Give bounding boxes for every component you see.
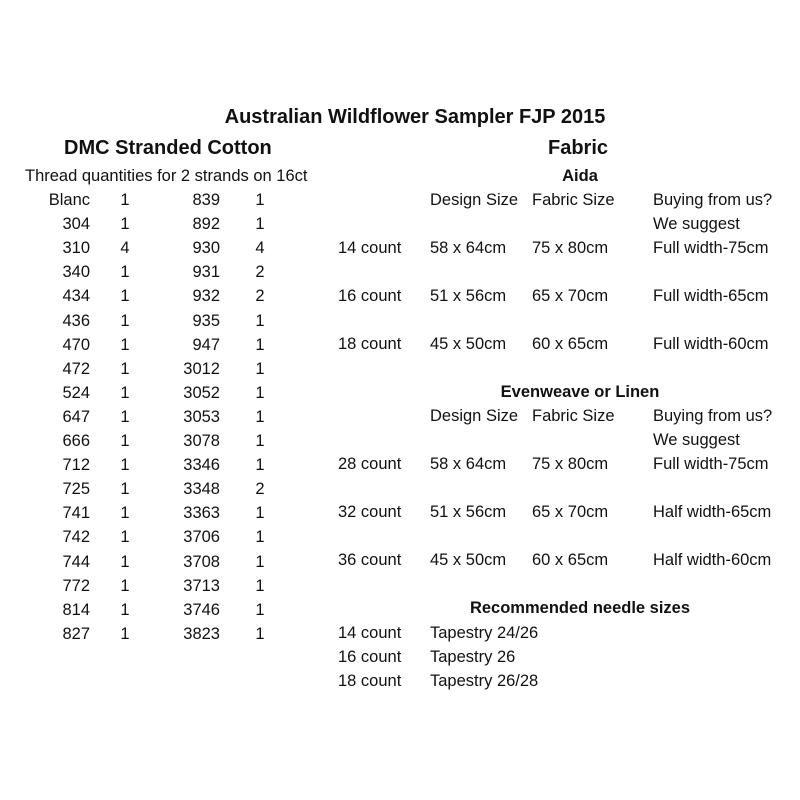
- suggested-width: Half width-60cm: [653, 551, 772, 569]
- thread-code: 3708: [183, 552, 220, 571]
- thread-quantity: 1: [120, 504, 130, 523]
- thread-quantity: 1: [120, 311, 130, 330]
- thread-code: 470: [62, 335, 90, 354]
- fabric-size: 65 x 70cm: [532, 503, 609, 521]
- thread-quantity: 1: [120, 263, 130, 282]
- thread-quantity: 1: [255, 383, 265, 402]
- fabric-size: 75 x 80cm: [532, 239, 609, 257]
- fabric-count: 36 count: [338, 551, 402, 569]
- thread-quantity: 4: [255, 239, 265, 258]
- thread-quantity: 1: [255, 215, 265, 234]
- thread-quantity: 1: [120, 287, 130, 306]
- thread-quantity: 1: [120, 528, 130, 547]
- fabric-heading: Fabric: [548, 137, 609, 159]
- thread-quantity: 4: [120, 239, 130, 258]
- thread-quantity: 1: [255, 504, 265, 523]
- thread-quantity: 1: [120, 480, 130, 499]
- thread-quantity: 1: [120, 624, 130, 643]
- fabric-size: 60 x 65cm: [532, 335, 609, 353]
- thread-code: 814: [62, 600, 90, 619]
- suggested-width: Full width-65cm: [653, 287, 769, 305]
- thread-quantity: 1: [120, 552, 130, 571]
- needles-heading: Recommended needle sizes: [469, 599, 691, 617]
- thread-code: 310: [62, 239, 90, 258]
- thread-quantity: 1: [120, 335, 130, 354]
- thread-quantity: 1: [120, 432, 130, 450]
- thread-quantity: 1: [255, 432, 265, 450]
- thread-code: 935: [192, 311, 220, 330]
- thread-code: 3348: [183, 480, 220, 499]
- page-title: Australian Wildflower Sampler FJP 2015: [224, 106, 606, 128]
- thread-code: 3363: [183, 504, 220, 523]
- thread-quantity: 1: [120, 456, 130, 475]
- thread-code: 839: [192, 191, 220, 209]
- thread-quantity: 1: [120, 383, 130, 402]
- fabric-size: 65 x 70cm: [532, 287, 609, 305]
- suggested-width: Full width-60cm: [653, 335, 769, 353]
- thread-quantity: 2: [255, 263, 265, 282]
- needle-count: 18 count: [338, 672, 402, 690]
- thread-code: 666: [62, 432, 90, 450]
- fabric-count: 32 count: [338, 503, 402, 521]
- fabric-size: 60 x 65cm: [532, 551, 609, 569]
- threads-heading: DMC Stranded Cotton: [64, 137, 272, 159]
- thread-code: 304: [62, 215, 90, 234]
- needle-size: Tapestry 26/28: [430, 672, 539, 690]
- thread-code: 947: [192, 335, 220, 354]
- design-size: 58 x 64cm: [430, 455, 507, 473]
- aida-col-design: Design Size: [430, 191, 519, 209]
- thread-code: 3713: [183, 576, 220, 595]
- aida-col-suggest: We suggest: [653, 215, 740, 233]
- thread-code: 3078: [183, 432, 220, 450]
- thread-code: 434: [62, 287, 90, 306]
- aida-col-buying: Buying from us?: [653, 191, 773, 209]
- fabric-count: 14 count: [338, 239, 402, 257]
- suggested-width: Half width-65cm: [653, 503, 772, 521]
- thread-quantity: 1: [120, 359, 130, 378]
- thread-quantity: 1: [255, 576, 265, 595]
- thread-code: 3346: [183, 456, 220, 475]
- thread-quantity: 1: [255, 552, 265, 571]
- thread-code: 3053: [183, 407, 220, 426]
- thread-quantity: 1: [120, 600, 130, 619]
- design-size: 51 x 56cm: [430, 287, 507, 305]
- aida-heading: Aida: [562, 167, 598, 185]
- thread-quantity: 2: [255, 480, 265, 499]
- thread-code: 827: [62, 624, 90, 643]
- threads-subheading: Thread quantities for 2 strands on 16ct: [25, 167, 308, 185]
- thread-quantity: 1: [255, 311, 265, 330]
- design-size: 45 x 50cm: [430, 335, 507, 353]
- thread-code: 772: [62, 576, 90, 595]
- thread-code: Blanc: [48, 191, 90, 209]
- thread-code: 472: [62, 359, 90, 378]
- design-size: 58 x 64cm: [430, 239, 507, 257]
- thread-code: 892: [192, 215, 220, 234]
- thread-code: 340: [62, 263, 90, 282]
- thread-code: 436: [62, 311, 90, 330]
- thread-quantity: 1: [255, 191, 265, 209]
- thread-quantity: 2: [255, 287, 265, 306]
- evenweave-heading: Evenweave or Linen: [500, 383, 660, 401]
- thread-code: 742: [62, 528, 90, 547]
- evenweave-col-fabric: Fabric Size: [532, 407, 615, 425]
- evenweave-col-design: Design Size: [430, 407, 519, 425]
- needle-size: Tapestry 24/26: [430, 624, 539, 642]
- thread-code: 741: [62, 504, 90, 523]
- needle-count: 14 count: [338, 624, 402, 642]
- thread-code: 3052: [183, 383, 220, 402]
- thread-quantity: 1: [120, 576, 130, 595]
- thread-quantity: 1: [255, 407, 265, 426]
- thread-quantity: 1: [120, 407, 130, 426]
- thread-code: 3746: [183, 600, 220, 619]
- thread-code: 931: [192, 263, 220, 282]
- needle-size: Tapestry 26: [430, 648, 516, 666]
- design-size: 51 x 56cm: [430, 503, 507, 521]
- thread-code: 3012: [183, 359, 220, 378]
- thread-code: 744: [62, 552, 90, 571]
- thread-code: 3823: [183, 624, 220, 643]
- thread-code: 3706: [183, 528, 220, 547]
- thread-quantity: 1: [120, 215, 130, 234]
- thread-quantity: 1: [120, 191, 130, 209]
- fabric-count: 16 count: [338, 287, 402, 305]
- thread-code: 725: [62, 480, 90, 499]
- thread-code: 932: [192, 287, 220, 306]
- thread-quantity: 1: [255, 456, 265, 475]
- evenweave-col-suggest: We suggest: [653, 431, 740, 449]
- fabric-size: 75 x 80cm: [532, 455, 609, 473]
- thread-quantity: 1: [255, 335, 265, 354]
- aida-col-fabric: Fabric Size: [532, 191, 615, 209]
- needle-count: 16 count: [338, 648, 402, 666]
- thread-quantity: 1: [255, 600, 265, 619]
- evenweave-col-buying: Buying from us?: [653, 407, 773, 425]
- suggested-width: Full width-75cm: [653, 239, 769, 257]
- fabric-count: 18 count: [338, 335, 402, 353]
- thread-code: 712: [62, 456, 90, 475]
- thread-code: 647: [62, 407, 90, 426]
- thread-quantity: 1: [255, 528, 265, 547]
- design-size: 45 x 50cm: [430, 551, 507, 569]
- thread-code: 930: [192, 239, 220, 258]
- thread-code: 524: [62, 383, 90, 402]
- thread-quantity: 1: [255, 359, 265, 378]
- suggested-width: Full width-75cm: [653, 455, 769, 473]
- thread-quantity: 1: [255, 624, 265, 643]
- fabric-count: 28 count: [338, 455, 402, 473]
